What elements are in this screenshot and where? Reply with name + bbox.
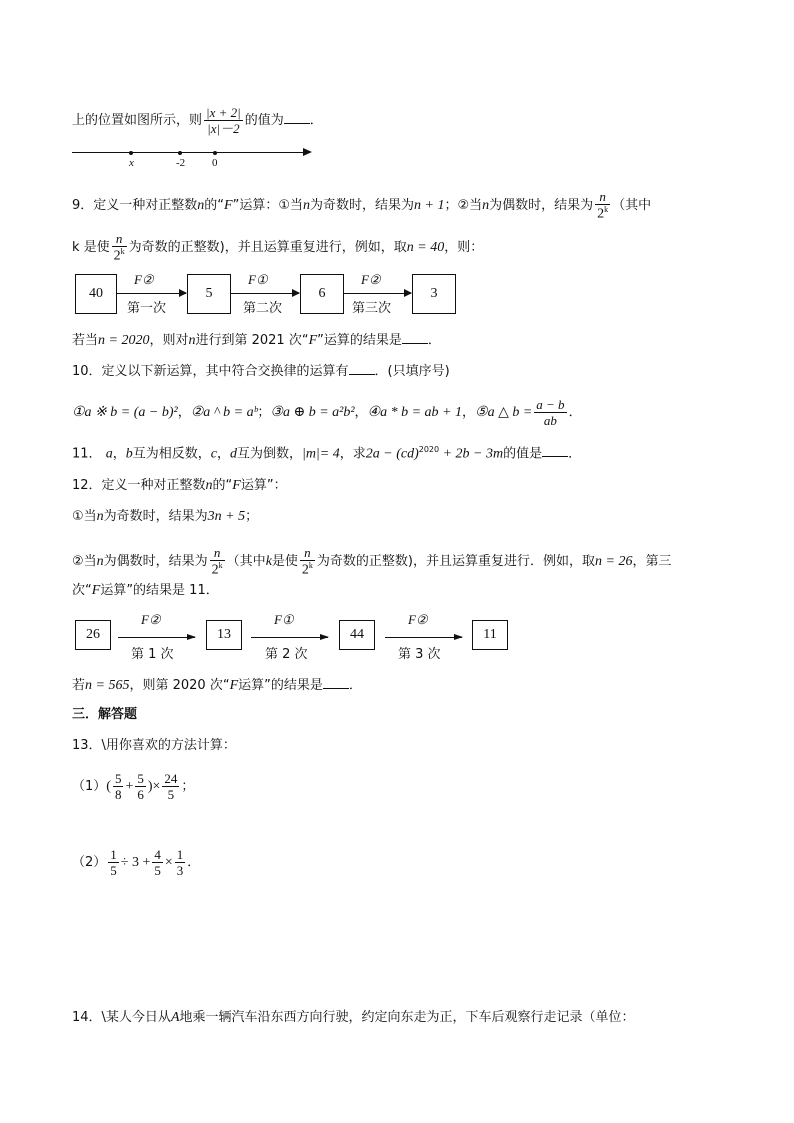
flow-op-1: F② bbox=[134, 272, 154, 287]
flow-arrow-3 bbox=[343, 293, 411, 294]
flow2-arrow-1 bbox=[118, 637, 195, 638]
label-x: x bbox=[129, 157, 134, 169]
flow2-step-1: 第 1 次 bbox=[131, 647, 174, 662]
flow2-op-3: F② bbox=[408, 612, 428, 627]
point-minus2 bbox=[178, 151, 182, 155]
answer-blank[interactable] bbox=[284, 111, 310, 124]
flow2-box-1: 26 bbox=[75, 620, 111, 650]
q9-fraction: $\frac{n}{2^k}$ bbox=[597, 189, 609, 222]
point-x bbox=[129, 151, 133, 155]
flow2-arrow-3 bbox=[385, 637, 462, 638]
q12-line3: ②当n为偶数时，结果为 $\frac{n}{2^k}$ （其中k是使 $\frac{n}{2^k}$ 为奇数的正整数)，并且运算重复进行．例如，取n = 26，第三 bbox=[72, 545, 672, 578]
q12-line4: 次“F运算”的结果是 11． bbox=[72, 583, 219, 598]
q10-line2: ①a ※ b = (a − b)²，②a ^ b = aᵇ；③a ⊕ b = a²b²，④a * b = ab + 1，⑤a △ b = $\frac{a - b}{ab}$ ． bbox=[72, 397, 582, 428]
flow2-box-4: 11 bbox=[472, 620, 508, 650]
answer-blank[interactable] bbox=[402, 331, 428, 344]
flow-box-1: 40 bbox=[75, 274, 117, 314]
q12-line1: 12．定义一种对正整数n的“F运算”： bbox=[72, 478, 287, 493]
flow-step-1: 第一次 bbox=[127, 301, 167, 316]
q10-line1: 10．定义以下新运算，其中符合交换律的运算有 ．(只填序号) bbox=[72, 364, 450, 379]
q8-text: 上的位置如图所示，则 $\frac{|x + 2|}{|x|-2}$ 的值为 ． bbox=[72, 105, 323, 136]
q13-part1: （1）( $\frac{5}{8}$ + $\frac{5}{6}$ )× $\frac{24}{5}$ ； bbox=[72, 771, 195, 802]
q9-line2: k 是使 $\frac{n}{2^k}$ 为奇数的正整数)，并且运算重复进行，例如，取n = 40，则： bbox=[72, 231, 484, 264]
flow-box-4: 3 bbox=[412, 274, 456, 314]
q8-fraction: $\frac{|x + 2|}{|x|-2}$ bbox=[206, 105, 241, 136]
flow-box-3: 6 bbox=[300, 274, 344, 314]
answer-blank[interactable] bbox=[349, 362, 375, 375]
q11-line: 11． a，b互为相反数，c，d互为倒数，|m|= 4，求2a − (cd)$^{2020}$ + 2b − 3m的值是 ． bbox=[72, 445, 582, 462]
answer-blank[interactable] bbox=[542, 444, 568, 457]
q13-title: 13．\用你喜欢的方法计算： bbox=[72, 738, 236, 753]
q9-line1: 9．定义一种对正整数n的“F”运算：①当n为奇数时，结果为n + 1；②当n为偶数时，结果为 $\frac{n}{2^k}$ （其中 bbox=[72, 189, 652, 222]
q13-part2: （2） $\frac{1}{5}$ ÷ 3 + $\frac{4}{5}$ × $\frac{1}{3}$ ． bbox=[72, 847, 201, 878]
flow2-box-2: 13 bbox=[206, 620, 242, 650]
q12-line5: 若n = 565，则第 2020 次“F运算”的结果是 ． bbox=[72, 678, 362, 693]
number-line bbox=[72, 152, 308, 153]
flow-op-2: F① bbox=[248, 272, 268, 287]
answer-blank[interactable] bbox=[323, 676, 349, 689]
label-minus2: -2 bbox=[176, 157, 186, 169]
flow-box-2: 5 bbox=[187, 274, 231, 314]
flow-arrow-2 bbox=[230, 293, 299, 294]
flow-step-2: 第二次 bbox=[243, 301, 283, 316]
flow2-box-3: 44 bbox=[339, 620, 375, 650]
flow2-step-3: 第 3 次 bbox=[398, 647, 441, 662]
section-title: 三．解答题 bbox=[72, 707, 138, 722]
q9-line3: 若当n = 2020，则对n进行到第 2021 次“F”运算的结果是 ． bbox=[72, 333, 441, 348]
label-0: 0 bbox=[212, 157, 218, 169]
q12-line2: ①当n为奇数时，结果为3n + 5； bbox=[72, 509, 259, 524]
flow2-step-2: 第 2 次 bbox=[265, 647, 308, 662]
point-0 bbox=[213, 151, 217, 155]
flow-step-3: 第三次 bbox=[352, 301, 392, 316]
flow2-arrow-2 bbox=[251, 637, 328, 638]
flow-arrow-1 bbox=[116, 293, 186, 294]
q8-prefix: 上的位置如图所示，则 bbox=[72, 113, 203, 128]
flow2-op-2: F① bbox=[274, 612, 294, 627]
q14-line: 14．\某人今日从A地乘一辆汽车沿东西方向行驶，约定向东走为正，下车后观察行走记录（单位： bbox=[72, 1010, 635, 1025]
flow-op-3: F② bbox=[361, 272, 381, 287]
flow2-op-1: F② bbox=[141, 612, 161, 627]
